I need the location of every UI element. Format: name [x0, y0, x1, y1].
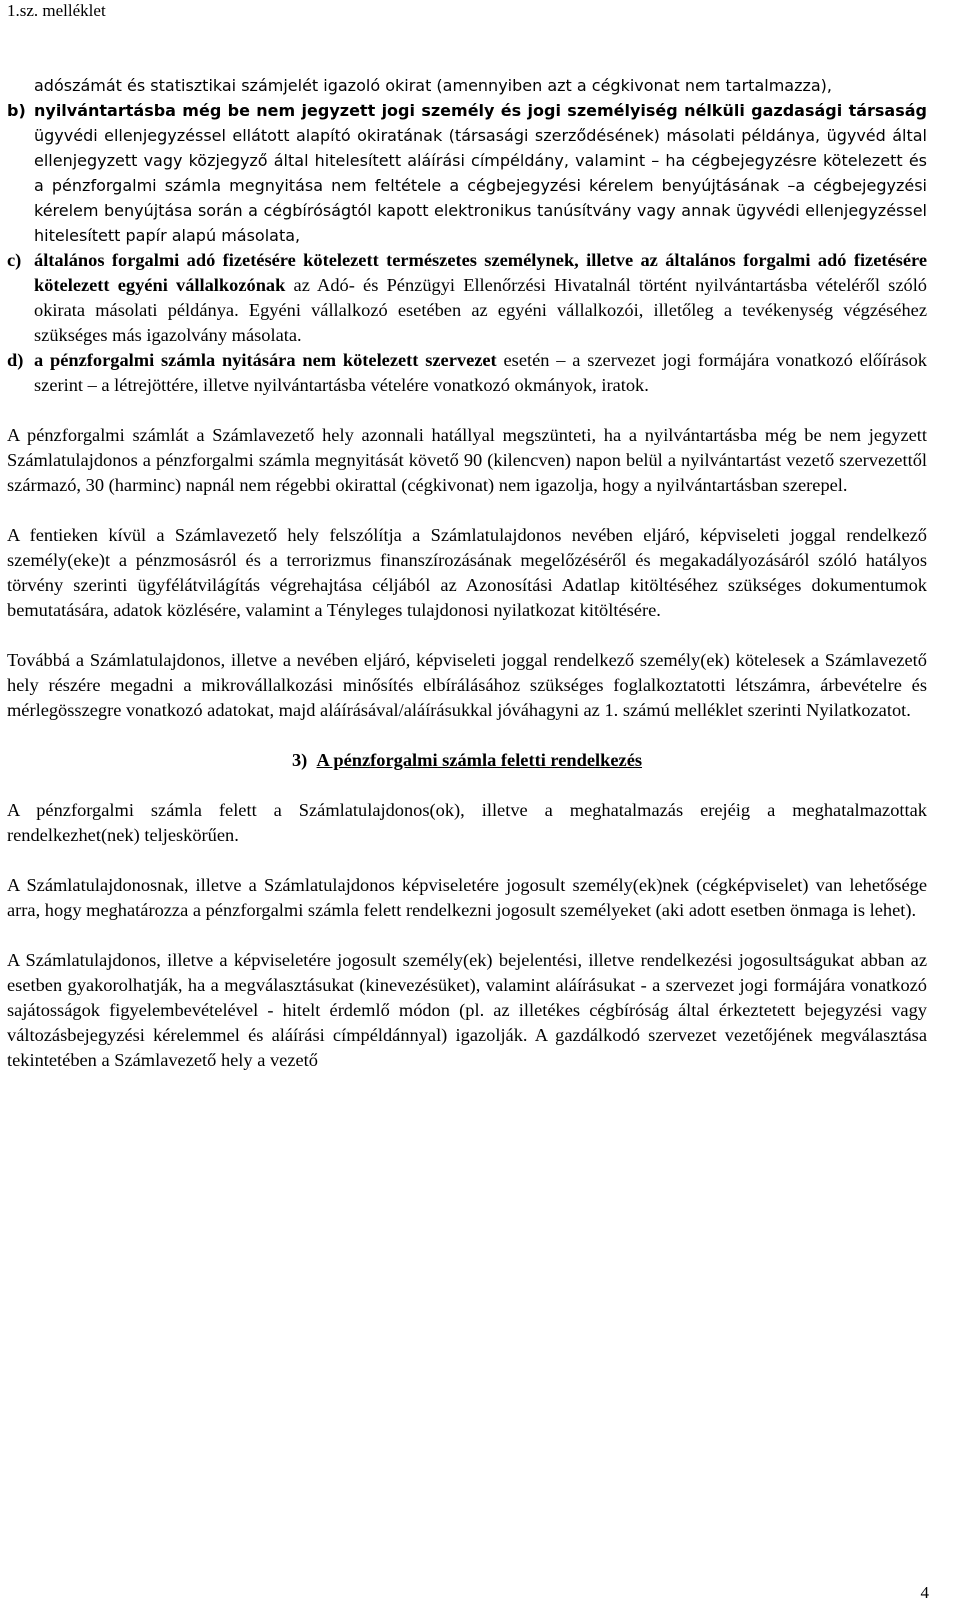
- list-item-b-text: ügyvédi ellenjegyzéssel ellátott alapító okiratának (társasági szerződésének) másolati példánya, ügyvéd által ellenjegyzett vagy közjegyző által hitelesített aláírási címpéldány, valamint – ha cégbejegyzésre kötelezett és a pénzforgalmi számla megnyitása nem feltétele a cégbejegyzési kérelem benyújtásának –a cégbejegyzési kérelem benyújtása során a cégbíróságtól kapott elektronikus tanúsítvány vagy annak ügyvédi ellenjegyzéssel hitelesített papír alapú másolata,: [34, 126, 927, 245]
- paragraph-identification: A fentieken kívül a Számlavezető hely felszólítja a Számlatulajdonos nevében eljáró, képviseleti joggal rendelkező személy(eke)t a pénzmosásról és a terrorizmus finanszírozásának megelőzéséről és megakadályozásáról szóló hatályos törvény szerinti ügyfélátvilágítás végrehajtása céljából az Azonosítási Adatlap kitöltéséhez szükséges dokumentumok bemutatására, adatok közlésére, valamint a Tényleges tulajdonosi nyilatkozat kitöltésére.: [7, 525, 927, 620]
- list-item-d-bold-text: a pénzforgalmi számla nyitására nem kötelezett szervezet: [34, 350, 497, 370]
- section-paragraph-3: A Számlatulajdonos, illetve a képviseletére jogosult személy(ek) bejelentési, illetve rendelkezési jogosultságukat abban az esetben gyakorolhatják, ha a megválasztásukat (kinevezésüket), valamint aláírásukat - a szervezet jogi formájára vonatkozó sajátosságok figyelembevételével - hitelt érdemlő módon (pl. az illetékes cégbíróság által érkeztetett bejegyzési vagy változásbejegyzési kérelemmel és aláírási címpéldánnyal) igazolják. A gazdálkodó szervezet vezetőjének megválasztása tekintetében a Számlavezető hely a vezető: [7, 950, 927, 1070]
- list-item-b-bold-text: nyilvántartásba még be nem jegyzett jogi személy és jogi személyiség nélküli gazdasági társaság: [34, 101, 927, 120]
- page-number: 4: [920, 1583, 929, 1602]
- list-item-c-bold-text: általános forgalmi adó fizetésére kötelezett természetes személynek, illetve az általános forgalmi adó fizetésére kötelezett egyéni vállalkozónak: [34, 250, 927, 295]
- paragraph-account-termination: A pénzforgalmi számlát a Számlavezető hely azonnali hatállyal megszünteti, ha a nyilvántartásba még be nem jegyzett Számlatulajdonos a pénzforgalmi számla megnyitását követő 90 (kilencven) napon belül a nyilvántartást vezető szervezettől származó, 30 (harminc) napnál nem régebbi okirattal (cégkivonat) nem igazolja, hogy a nyilvántartásban szerepel.: [7, 425, 927, 495]
- list-item-c-text: az Adó- és Pénzügyi Ellenőrzési Hivatalnál történt nyilvántartásba vételéről szóló okirata másolati példánya. Egyéni vállalkozó esetében az egyéni vállalkozói, illetőleg a tevékenység végzéséhez szükséges más igazolvány másolata.: [34, 275, 928, 345]
- section-heading: [7, 748, 927, 773]
- list-item-a-continued: [7, 73, 927, 98]
- list-item-a-text: adószámát és statisztikai számjelét igazoló okirat (amennyiben azt a cégkivonat nem tartalmazza),: [34, 76, 833, 95]
- list-item-d-label: d): [7, 350, 24, 370]
- document-body: [7, 73, 927, 1073]
- section-number: 3): [291, 750, 308, 770]
- list-item-d: [7, 348, 927, 398]
- list-item-d-text: esetén – a szervezet jogi formájára vonatkozó előírások szerint – a létrejöttére, illetve nyilvántartásba vételére vonatkozó okmányok, iratok.: [34, 350, 927, 395]
- list-item-b-label: b): [7, 101, 26, 120]
- section-title: A pénzforgalmi számla feletti rendelkezés: [316, 750, 643, 770]
- page-header: 1.sz. melléklet: [7, 1, 106, 20]
- list-item-b: [7, 98, 927, 248]
- list-item-c: [7, 248, 927, 348]
- section-paragraph-1: A pénzforgalmi számla felett a Számlatulajdonos(ok), illetve a meghatalmazás erejéig a meghatalmazottak rendelkezhet(nek) teljeskörűen.: [7, 800, 927, 845]
- list-item-c-label: c): [7, 250, 22, 270]
- section-paragraph-2: A Számlatulajdonosnak, illetve a Számlatulajdonos képviseletére jogosult személy(ek)nek (cégképviselet) van lehetősége arra, hogy meghatározza a pénzforgalmi számla felett rendelkezni jogosult személyeket (aki adott esetben önmaga is lehet).: [7, 875, 927, 920]
- paragraph-microenterprise: Továbbá a Számlatulajdonos, illetve a nevében eljáró, képviseleti joggal rendelkező személy(ek) kötelesek a Számlavezető hely részére megadni a mikrovállalkozási minősítés elbírálásához szükséges foglalkoztatotti létszámra, árbevételre és mérlegösszegre vonatkozó adatokat, majd aláírásával/aláírásukkal jóváhagyni az 1. számú melléklet szerinti Nyilatkozatot.: [7, 650, 927, 720]
